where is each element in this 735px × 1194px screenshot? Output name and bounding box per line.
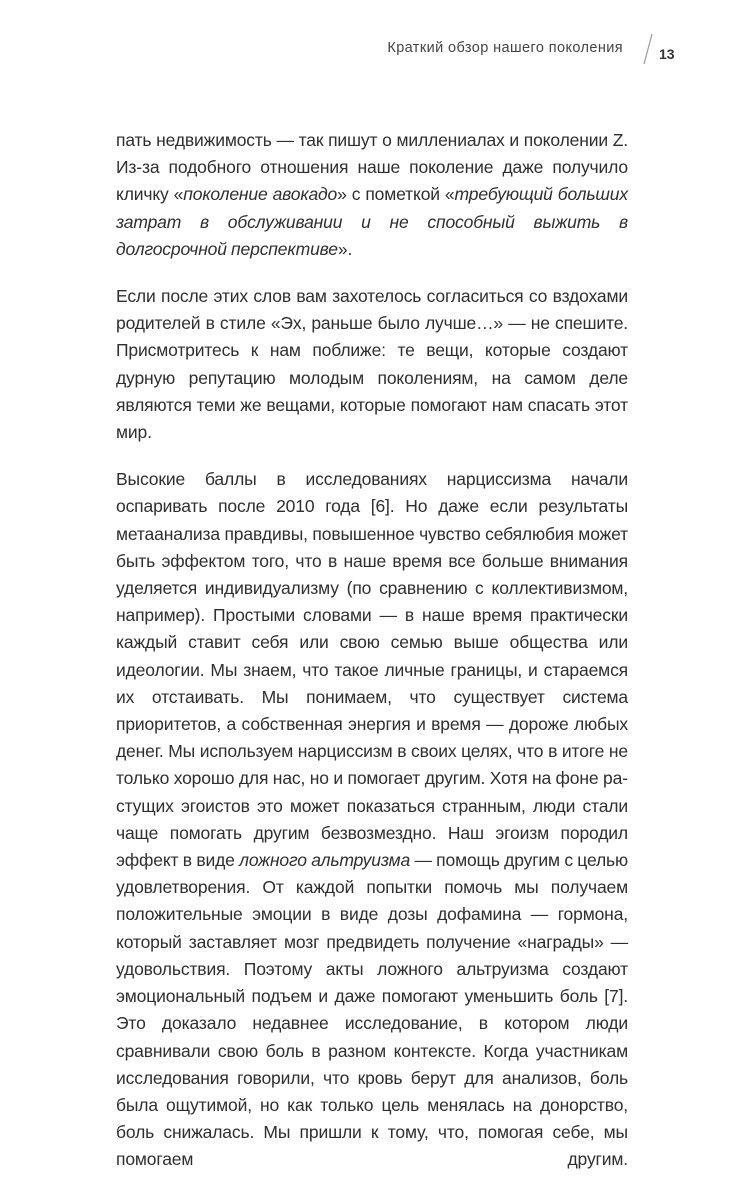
page-body-text — [116, 127, 628, 1194]
text-segment: пать недвижимость — так пишут о миллениалах и поколении Z. Из-за подобного отношения наше поколение даже получило кличку « — [116, 130, 628, 205]
page-number: 13 — [659, 46, 675, 62]
text-segment: Высокие баллы в исследованиях нарциссизма начали оспаривать после 2010 года [6]. Но даже если результаты метаанализа правдивы, повышенное чувство себялюбия может быть эффектом того, что в наше время все больше внимания уделяется индивидуализму (по сравнению с коллективизмом, например). Простыми словами — в наше время практически каждый ставит себя или свою семью выше общества или идеологии. Мы знаем, что такое личные границы, и стараемся их отстаивать. Мы понимаем, что существует система приоритетов, а собственная энергия и время — дороже любых денег. Мы используем нарциссизм в своих целях, что в итоге не только хорошо для нас, но и помогает другим. Хотя на фоне растущих эгоистов это может показаться странным, люди стали чаще помогать другим безвозмездно. Наш эгоизм породил эффект в виде — [116, 469, 628, 871]
paragraph-2 — [116, 283, 628, 446]
italic-term-avocado-generation: поколение авокадо — [183, 184, 338, 205]
paragraph-3 — [116, 466, 628, 1173]
text-segment: » с пометкой « — [337, 184, 455, 205]
header-slash-divider — [641, 30, 655, 68]
italic-term-false-altruism: ложного альтруизма — [239, 850, 411, 871]
paragraph-1 — [116, 127, 628, 263]
text-segment: ». — [337, 238, 353, 259]
text-segment: Если после этих слов вам захотелось согласиться со вздохами родителей в стиле «Эх, раньше было лучше…» — не спешите. Присмотритесь к нам поближе: те вещи, которые создают дурную репутацию молодым поколениям, на самом деле являются теми же вещами, которые помогают нам спасать этот мир. — [116, 286, 628, 443]
italic-quote-label: требующий больших затрат в обслуживании и не способный выжить в долгосрочной перспективе — [116, 184, 628, 259]
text-segment: — помощь другим с целью удовлетворения. От каждой попытки помочь мы получаем положительные эмоции в виде дозы дофамина — гормона, который заставляет мозг предвидеть получение «награды» — удовольствия. Поэтому акты ложного альтруизма создают эмоциональный подъем и даже помогают уменьшить боль [7]. Это доказало недавнее исследование, в котором люди сравнивали свою боль в разном контексте. Когда участникам исследования говорили, что кровь берут для анализов, боль была ощутимой, но как только цель менялась на донорство, боль снижалась. Мы пришли к тому, что, помогая себе, мы помогаем другим. — [116, 850, 628, 1170]
running-header-title: Краткий обзор нашего поколения — [387, 40, 623, 56]
